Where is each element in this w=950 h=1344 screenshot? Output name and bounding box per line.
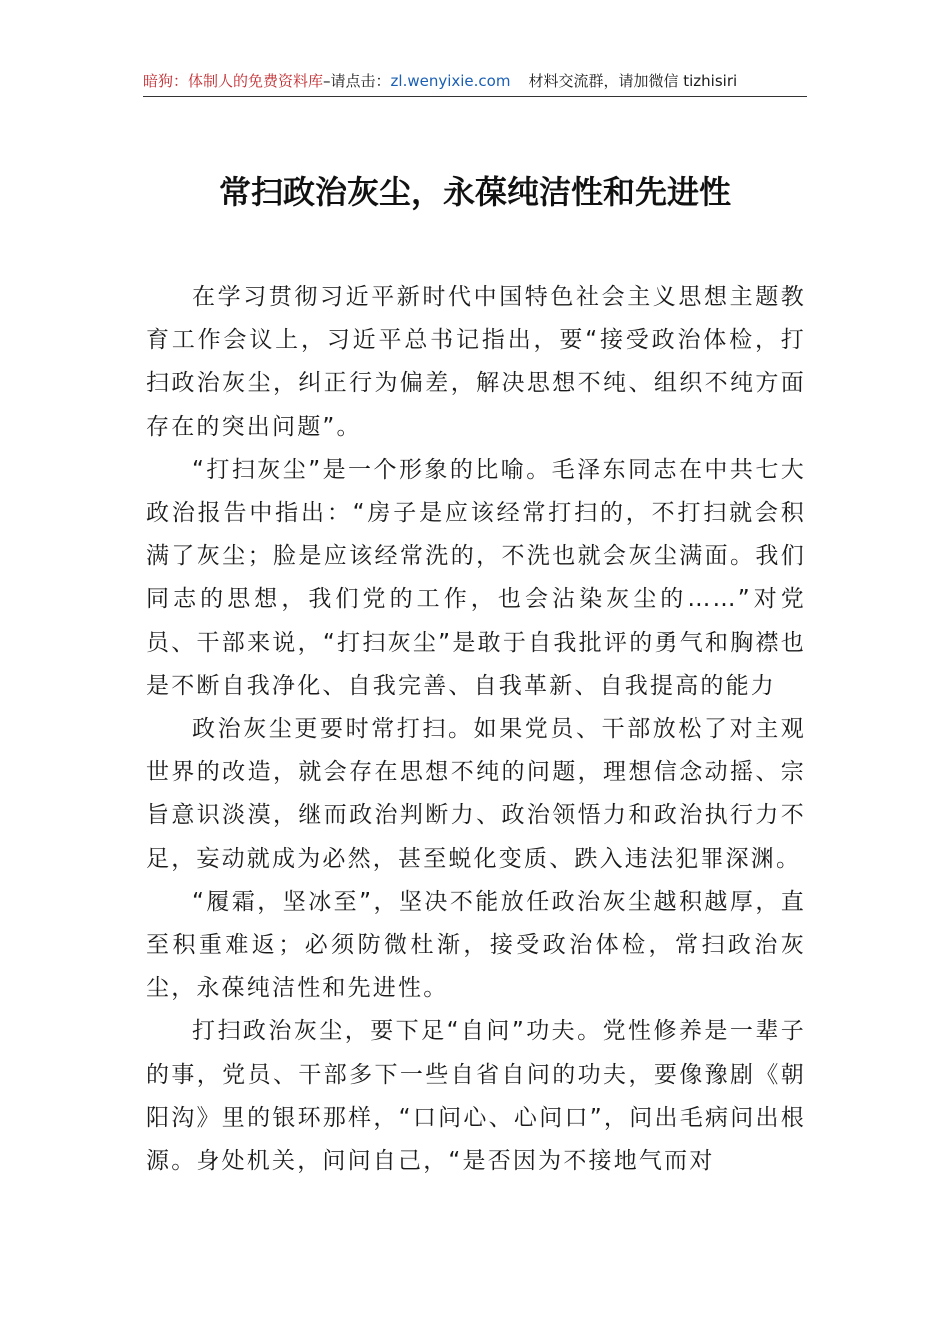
paragraph-3: 政治灰尘更要时常打扫。如果党员、干部放松了对主观世界的改造，就会存在思想不纯的问题，理想信念动摇、宗旨意识淡漠，继而政治判断力、政治领悟力和政治执行力不足，妄动就成为必然，甚至蜕化变质、跌入违法犯罪深渊。 — [146, 716, 806, 872]
header-link-prefix: –请点击： — [323, 72, 391, 90]
document-body — [146, 276, 806, 1183]
paragraph-1: 在学习贯彻习近平新时代中国特色社会主义思想主题教育工作会议上，习近平总书记指出，要“接受政治体检，打扫政治灰尘，纠正行为偏差，解决思想不纯、组织不纯方面存在的突出问题”。 — [146, 284, 806, 440]
header-link[interactable]: zl.wenyixie.com — [390, 72, 511, 90]
paragraph-5: 打扫政治灰尘，要下足“自问”功夫。党性修养是一辈子的事，党员、干部多下一些自省自问的功夫，要像豫剧《朝阳沟》里的银环那样，“口问心、心问口”，问出毛病问出根源。身处机关，问问自己，“是否因为不接地气而对 — [146, 1018, 806, 1175]
document-title: 常扫政治灰尘，永葆纯洁性和先进性 — [218, 173, 731, 211]
header-group-note: 材料交流群，请加微信 tizhisiri — [528, 72, 738, 90]
paragraph-2: “打扫灰尘”是一个形象的比喻。毛泽东同志在中共七大政治报告中指出：“房子是应该经常打扫的，不打扫就会积满了灰尘；脸是应该经常洗的，不洗也就会灰尘满面。我们同志的思想，我们党的工作，也会沾染灰尘的……”对党员、干部来说，“打扫灰尘”是敢于自我批评的勇气和胸襟也是不断自我净化、自我完善、自我革新、自我提高的能力 — [146, 456, 806, 699]
header-brand: 暗狗：体制人的免费资料库 — [143, 72, 324, 90]
paragraph-4: “履霜，坚冰至”，坚决不能放任政治灰尘越积越厚，直至积重难返；必须防微杜渐，接受政治体检，常扫政治灰尘，永葆纯洁性和先进性。 — [146, 888, 806, 1002]
page-header — [143, 70, 807, 97]
